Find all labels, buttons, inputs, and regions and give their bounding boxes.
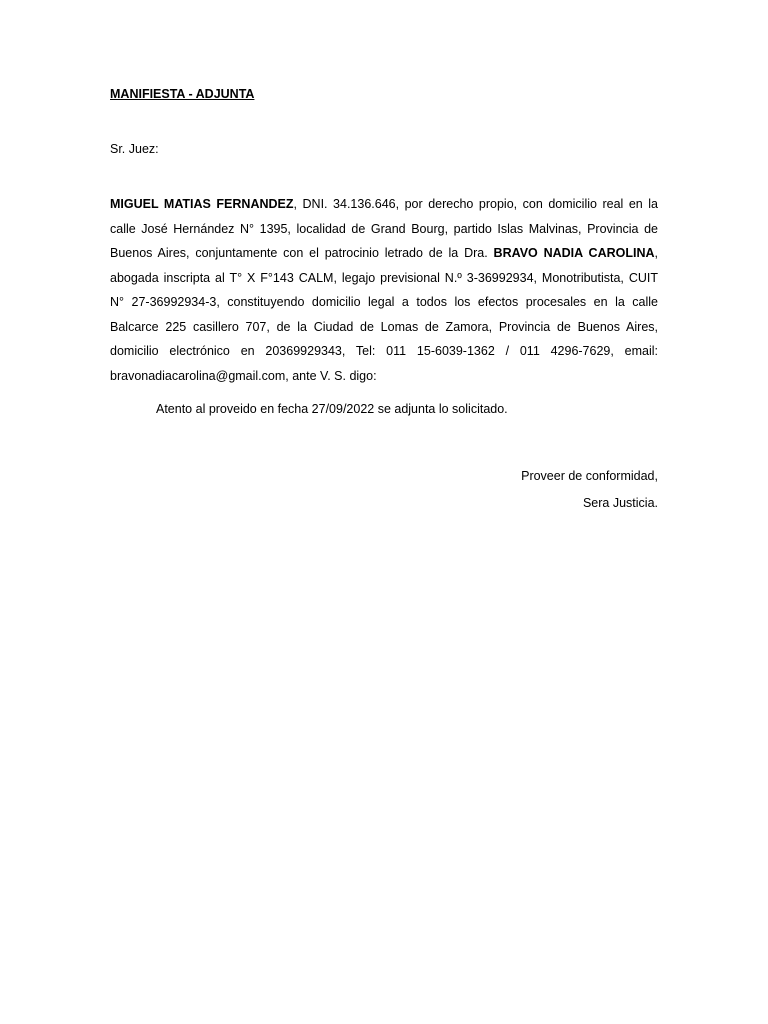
body-line-4: abogada inscripta al T° X F°143 CALM, legajo previsional N.º 3-36992934, Monotributista, CUIT (110, 270, 658, 285)
closing-line-2: Sera Justicia. (582, 496, 658, 510)
body-line-3-text-before: Buenos Aires, conjuntamente con el patrocinio letrado de la Dra. (110, 246, 494, 260)
body-line-1-text: , DNI. 34.136.646, por derecho propio, con domicilio real en la (293, 197, 659, 211)
closing-line-1: Proveer de conformidad, (521, 469, 658, 483)
party-name: MIGUEL MATIAS FERNANDEZ (110, 197, 294, 211)
body-line-1 (110, 192, 658, 217)
body-line-6: Balcarce 225 casillero 707, de la Ciudad de Lomas de Zamora, Provincia de Buenos Aires, (110, 319, 658, 334)
closing-block (521, 463, 658, 517)
body-paragraph (110, 192, 658, 388)
statement: Atento al proveido en fecha 27/09/2022 se adjunta lo solicitado. (156, 402, 508, 416)
body-line-7: domicilio electrónico en 20369929343, Tel: 011 15-6039-1362 / 011 4296-7629, email: (110, 344, 658, 358)
body-line-3 (110, 241, 658, 266)
body-line-2: calle José Hernández N° 1395, localidad de Grand Bourg, partido Islas Malvinas, Provincia de (110, 221, 658, 236)
body-line-3-text: , (654, 246, 658, 260)
body-line-5: N° 27-36992934-3, constituyendo domicilio legal a todos los efectos procesales en la calle (110, 295, 658, 309)
salutation: Sr. Juez: (110, 142, 159, 156)
document-title: MANIFIESTA - ADJUNTA (110, 87, 255, 101)
body-line-8: bravonadiacarolina@gmail.com, ante V. S. digo: (110, 368, 377, 383)
lawyer-name: BRAVO NADIA CAROLINA (493, 246, 655, 260)
document-page (110, 0, 658, 1024)
